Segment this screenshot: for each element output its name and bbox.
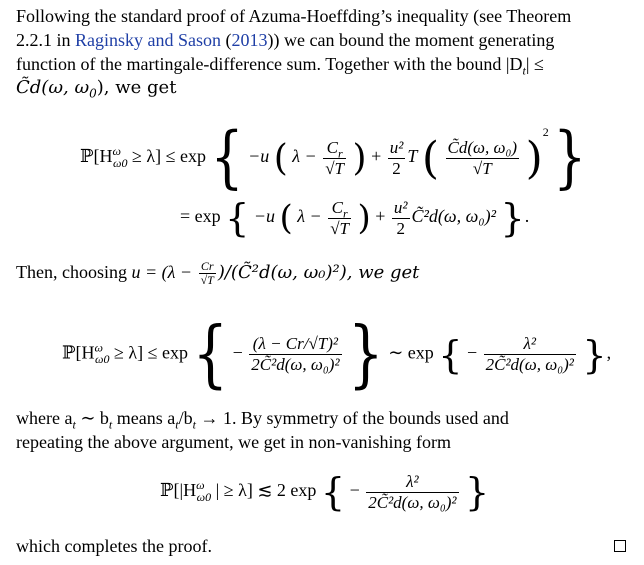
prob-symbol: ℙ[H [80,146,113,167]
fraction: $\frac{\text{C̃d(ω, ω₀)}}{√T}$ [447,137,518,178]
fraction: $\frac{\text{u²}}{2}$ [389,137,404,178]
text-line: repeating the above argument, we get in non-vanishing form [16,432,452,452]
fraction: $\frac{\text{λ²}}{\text{2C̃²d(ω, ω₀)²}}$ [368,471,457,512]
right-brace: } [465,470,490,514]
equation-4: $ℙ[|H^\omega_{\omega 0}$ | ≥ λ] ≲ 2 exp { − $\frac{\text{λ²}}{\text{2C̃²d(ω, ω₀)²}}$ } [160,470,490,514]
left-brace: { [438,332,463,377]
equation-3: $ℙ[H^\omega_{\omega 0} \ge \lambda] \le \exp$ { − $\frac{\text{(λ − Cr/√T)²}}{\text{2C̃²d(ω, ω₀)²}}$ } ∼ exp { − $\frac{\text{λ²}}{\text{2C̃²d(ω, ω₀)²}}$ }, [62,312,612,397]
right-paren: ) [352,137,367,179]
left-brace: { [192,312,229,397]
left-brace: { [320,470,346,514]
paragraph-choose-u [16,260,628,287]
right-brace: } [500,196,525,240]
fraction: $\frac{\text{(λ − Cr/√T)²}}{\text{2C̃²d(ω, ω₀)²}}$ [251,334,340,374]
right-paren: ) [357,198,371,238]
text-line: function of the martingale-difference sum. Together with the bound $|D_t|$ ≤ [16,54,544,78]
paragraph-symmetry [16,406,628,454]
citation-year-link[interactable]: 2013 [231,30,268,50]
fraction: $\frac{C_r}{√T}$ [325,137,345,178]
fraction: $\frac{\text{λ²}}{\text{2C̃²d(ω, ω₀)²}}$ [485,334,574,374]
fraction: $\frac{C_r}{√T}$ [330,197,349,238]
text-line: where $a_t$ ∼ $b_t$ means $a_t/b_t \to 1$. By symmetry of the bounds used and [16,408,509,432]
left-brace: { [225,196,250,240]
equation-1: $ℙ[H^\omega_{\omega 0} \ge \lambda] \le \exp$ { −u ( λ − $\frac{C_r}{√T}$ ) + $\frac{\text{u²}}{2}$ T ( $\frac{\text{C̃d(ω, ω₀)}}{√T}$ )$^2$ } [80,119,587,197]
paragraph-proof-intro [16,4,628,100]
left-paren: ( [273,137,288,179]
left-brace: { [210,119,244,197]
text-line: Then, choosing u = (λ − $\frac{Cr}{√T}$ )/(C̃²d(ω, ω₀)²), we get [16,259,420,288]
text-line: Following the standard proof of Azuma-Hoeffding’s inequality (see Theorem [16,6,572,26]
right-paren: ) [525,132,543,184]
left-paren: ( [279,198,293,238]
qed-box-icon [614,540,626,552]
paragraph-closing [16,534,628,558]
text-line: which completes the proof. [16,536,212,556]
text-line: C̃d(ω, $\omega_0$), we get [16,77,177,101]
citation-link[interactable]: Raginsky and Sason [75,30,222,50]
right-brace: } [348,312,384,397]
equation-2: = exp { −u ( λ − $\frac{C_r}{√T}$ ) + $\frac{\text{u²}}{2}$ C̃²d(ω, ω₀)² }. [180,196,530,240]
text-line: 2.2.1 in Raginsky and Sason (2013)) we can bound the moment generating [16,30,555,50]
left-paren: ( [421,132,440,184]
fraction: $\frac{Cr}{√T}$ [200,259,214,288]
fraction: $\frac{\text{u²}}{2}$ [393,197,408,238]
right-brace: } [582,332,607,377]
right-brace: } [553,119,587,197]
